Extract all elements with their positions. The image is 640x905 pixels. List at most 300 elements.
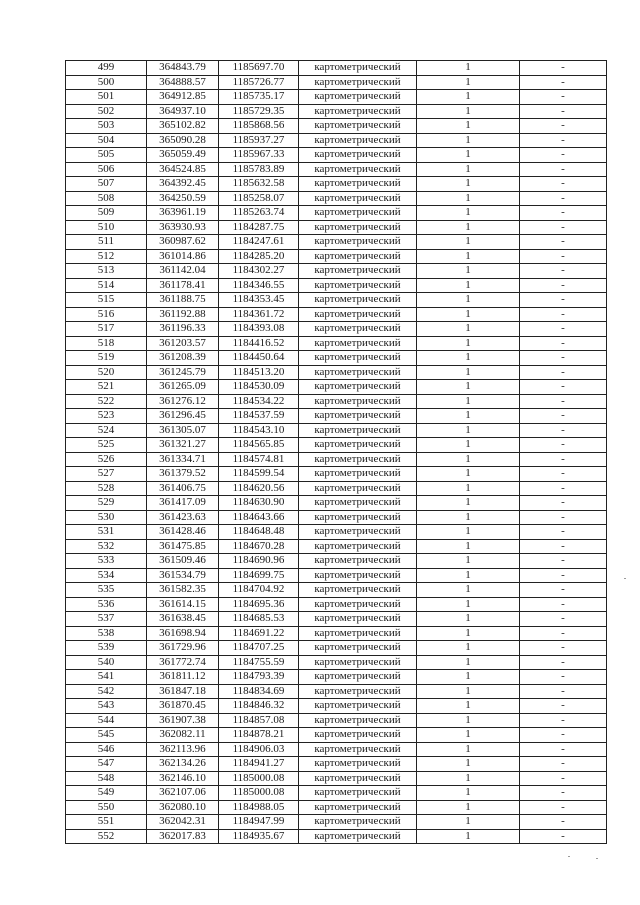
- accuracy-cell: 1: [417, 554, 520, 569]
- x-coordinate-cell: 361192.88: [147, 307, 219, 322]
- accuracy-cell: 1: [417, 351, 520, 366]
- note-cell: -: [520, 249, 607, 264]
- note-cell: -: [520, 119, 607, 134]
- method-cell: картометрический: [299, 742, 417, 757]
- table-row: [66, 568, 607, 583]
- note-cell: -: [520, 452, 607, 467]
- x-coordinate-cell: 361428.46: [147, 525, 219, 540]
- table-row: [66, 90, 607, 105]
- point-number-cell: 526: [66, 452, 147, 467]
- accuracy-cell: 1: [417, 133, 520, 148]
- point-number-cell: 530: [66, 510, 147, 525]
- accuracy-cell: 1: [417, 467, 520, 482]
- x-coordinate-cell: 361334.71: [147, 452, 219, 467]
- table-row: [66, 742, 607, 757]
- note-cell: -: [520, 61, 607, 76]
- method-cell: картометрический: [299, 162, 417, 177]
- note-cell: -: [520, 380, 607, 395]
- point-number-cell: 538: [66, 626, 147, 641]
- accuracy-cell: 1: [417, 409, 520, 424]
- table-row: [66, 423, 607, 438]
- y-coordinate-cell: 1184707.25: [219, 641, 299, 656]
- note-cell: -: [520, 481, 607, 496]
- accuracy-cell: 1: [417, 496, 520, 511]
- accuracy-cell: 1: [417, 380, 520, 395]
- point-number-cell: 527: [66, 467, 147, 482]
- accuracy-cell: 1: [417, 786, 520, 801]
- coordinates-table-body: [66, 61, 607, 844]
- x-coordinate-cell: 361245.79: [147, 365, 219, 380]
- y-coordinate-cell: 1184393.08: [219, 322, 299, 337]
- y-coordinate-cell: 1184691.22: [219, 626, 299, 641]
- y-coordinate-cell: 1184537.59: [219, 409, 299, 424]
- y-coordinate-cell: 1184361.72: [219, 307, 299, 322]
- note-cell: -: [520, 467, 607, 482]
- accuracy-cell: 1: [417, 61, 520, 76]
- point-number-cell: 518: [66, 336, 147, 351]
- x-coordinate-cell: 362134.26: [147, 757, 219, 772]
- y-coordinate-cell: 1185697.70: [219, 61, 299, 76]
- y-coordinate-cell: 1184648.48: [219, 525, 299, 540]
- accuracy-cell: 1: [417, 713, 520, 728]
- accuracy-cell: 1: [417, 626, 520, 641]
- accuracy-cell: 1: [417, 829, 520, 844]
- note-cell: -: [520, 742, 607, 757]
- x-coordinate-cell: 361614.15: [147, 597, 219, 612]
- point-number-cell: 517: [66, 322, 147, 337]
- point-number-cell: 514: [66, 278, 147, 293]
- method-cell: картометрический: [299, 336, 417, 351]
- accuracy-cell: 1: [417, 322, 520, 337]
- x-coordinate-cell: 362082.11: [147, 728, 219, 743]
- point-number-cell: 537: [66, 612, 147, 627]
- y-coordinate-cell: 1184346.55: [219, 278, 299, 293]
- point-number-cell: 552: [66, 829, 147, 844]
- x-coordinate-cell: 361208.39: [147, 351, 219, 366]
- x-coordinate-cell: 361534.79: [147, 568, 219, 583]
- method-cell: картометрический: [299, 800, 417, 815]
- point-number-cell: 501: [66, 90, 147, 105]
- x-coordinate-cell: 361276.12: [147, 394, 219, 409]
- method-cell: картометрический: [299, 554, 417, 569]
- note-cell: -: [520, 351, 607, 366]
- point-number-cell: 506: [66, 162, 147, 177]
- accuracy-cell: 1: [417, 568, 520, 583]
- accuracy-cell: 1: [417, 307, 520, 322]
- x-coordinate-cell: 364937.10: [147, 104, 219, 119]
- y-coordinate-cell: 1185263.74: [219, 206, 299, 221]
- y-coordinate-cell: 1184565.85: [219, 438, 299, 453]
- method-cell: картометрический: [299, 249, 417, 264]
- accuracy-cell: 1: [417, 757, 520, 772]
- note-cell: -: [520, 409, 607, 424]
- method-cell: картометрический: [299, 307, 417, 322]
- point-number-cell: 515: [66, 293, 147, 308]
- accuracy-cell: 1: [417, 800, 520, 815]
- y-coordinate-cell: 1184534.22: [219, 394, 299, 409]
- x-coordinate-cell: 361196.33: [147, 322, 219, 337]
- x-coordinate-cell: 361142.04: [147, 264, 219, 279]
- note-cell: -: [520, 800, 607, 815]
- table-row: [66, 322, 607, 337]
- table-row: [66, 713, 607, 728]
- accuracy-cell: 1: [417, 75, 520, 90]
- x-coordinate-cell: 364888.57: [147, 75, 219, 90]
- y-coordinate-cell: 1184846.32: [219, 699, 299, 714]
- accuracy-cell: 1: [417, 612, 520, 627]
- y-coordinate-cell: 1185258.07: [219, 191, 299, 206]
- note-cell: -: [520, 293, 607, 308]
- accuracy-cell: 1: [417, 206, 520, 221]
- accuracy-cell: 1: [417, 336, 520, 351]
- point-number-cell: 508: [66, 191, 147, 206]
- method-cell: картометрический: [299, 641, 417, 656]
- accuracy-cell: 1: [417, 742, 520, 757]
- y-coordinate-cell: 1185000.08: [219, 786, 299, 801]
- table-row: [66, 278, 607, 293]
- point-number-cell: 544: [66, 713, 147, 728]
- table-row: [66, 336, 607, 351]
- table-row: [66, 670, 607, 685]
- note-cell: -: [520, 394, 607, 409]
- y-coordinate-cell: 1184620.56: [219, 481, 299, 496]
- point-number-cell: 505: [66, 148, 147, 163]
- point-number-cell: 520: [66, 365, 147, 380]
- table-row: [66, 104, 607, 119]
- x-coordinate-cell: 362146.10: [147, 771, 219, 786]
- x-coordinate-cell: 361406.75: [147, 481, 219, 496]
- point-number-cell: 502: [66, 104, 147, 119]
- x-coordinate-cell: 361379.52: [147, 467, 219, 482]
- table-row: [66, 438, 607, 453]
- method-cell: картометрический: [299, 684, 417, 699]
- table-row: [66, 829, 607, 844]
- y-coordinate-cell: 1184247.61: [219, 235, 299, 250]
- x-coordinate-cell: 362107.06: [147, 786, 219, 801]
- table-row: [66, 264, 607, 279]
- x-coordinate-cell: 361321.27: [147, 438, 219, 453]
- x-coordinate-cell: 362042.31: [147, 815, 219, 830]
- note-cell: -: [520, 177, 607, 192]
- x-coordinate-cell: 361582.35: [147, 583, 219, 598]
- x-coordinate-cell: 364392.45: [147, 177, 219, 192]
- point-number-cell: 546: [66, 742, 147, 757]
- accuracy-cell: 1: [417, 249, 520, 264]
- coordinates-table: [65, 60, 607, 844]
- accuracy-cell: 1: [417, 684, 520, 699]
- note-cell: -: [520, 815, 607, 830]
- point-number-cell: 523: [66, 409, 147, 424]
- note-cell: -: [520, 597, 607, 612]
- table-row: [66, 365, 607, 380]
- y-coordinate-cell: 1184834.69: [219, 684, 299, 699]
- accuracy-cell: 1: [417, 655, 520, 670]
- table-row: [66, 249, 607, 264]
- method-cell: картометрический: [299, 104, 417, 119]
- x-coordinate-cell: 364843.79: [147, 61, 219, 76]
- point-number-cell: 543: [66, 699, 147, 714]
- table-row: [66, 293, 607, 308]
- point-number-cell: 532: [66, 539, 147, 554]
- point-number-cell: 510: [66, 220, 147, 235]
- point-number-cell: 529: [66, 496, 147, 511]
- point-number-cell: 519: [66, 351, 147, 366]
- table-row: [66, 148, 607, 163]
- point-number-cell: 507: [66, 177, 147, 192]
- point-number-cell: 522: [66, 394, 147, 409]
- method-cell: картометрический: [299, 568, 417, 583]
- method-cell: картометрический: [299, 452, 417, 467]
- table-row: [66, 539, 607, 554]
- y-coordinate-cell: 1184935.67: [219, 829, 299, 844]
- note-cell: -: [520, 728, 607, 743]
- note-cell: -: [520, 699, 607, 714]
- scan-speck: [568, 856, 570, 857]
- x-coordinate-cell: 364250.59: [147, 191, 219, 206]
- method-cell: картометрический: [299, 206, 417, 221]
- table-row: [66, 394, 607, 409]
- accuracy-cell: 1: [417, 191, 520, 206]
- method-cell: картометрический: [299, 177, 417, 192]
- table-row: [66, 554, 607, 569]
- x-coordinate-cell: 365059.49: [147, 148, 219, 163]
- point-number-cell: 531: [66, 525, 147, 540]
- accuracy-cell: 1: [417, 365, 520, 380]
- table-row: [66, 641, 607, 656]
- table-row: [66, 307, 607, 322]
- table-row: [66, 815, 607, 830]
- point-number-cell: 547: [66, 757, 147, 772]
- accuracy-cell: 1: [417, 728, 520, 743]
- x-coordinate-cell: 361811.12: [147, 670, 219, 685]
- method-cell: картометрический: [299, 626, 417, 641]
- table-row: [66, 162, 607, 177]
- note-cell: -: [520, 626, 607, 641]
- method-cell: картометрический: [299, 583, 417, 598]
- y-coordinate-cell: 1184285.20: [219, 249, 299, 264]
- table-row: [66, 191, 607, 206]
- point-number-cell: 509: [66, 206, 147, 221]
- point-number-cell: 542: [66, 684, 147, 699]
- note-cell: -: [520, 786, 607, 801]
- y-coordinate-cell: 1184699.75: [219, 568, 299, 583]
- method-cell: картометрический: [299, 438, 417, 453]
- y-coordinate-cell: 1185632.58: [219, 177, 299, 192]
- method-cell: картометрический: [299, 728, 417, 743]
- point-number-cell: 500: [66, 75, 147, 90]
- table-row: [66, 800, 607, 815]
- point-number-cell: 540: [66, 655, 147, 670]
- y-coordinate-cell: 1184988.05: [219, 800, 299, 815]
- x-coordinate-cell: 361188.75: [147, 293, 219, 308]
- point-number-cell: 516: [66, 307, 147, 322]
- note-cell: -: [520, 148, 607, 163]
- y-coordinate-cell: 1185726.77: [219, 75, 299, 90]
- y-coordinate-cell: 1184755.59: [219, 655, 299, 670]
- point-number-cell: 549: [66, 786, 147, 801]
- x-coordinate-cell: 361475.85: [147, 539, 219, 554]
- y-coordinate-cell: 1184704.92: [219, 583, 299, 598]
- accuracy-cell: 1: [417, 235, 520, 250]
- y-coordinate-cell: 1184690.96: [219, 554, 299, 569]
- y-coordinate-cell: 1184543.10: [219, 423, 299, 438]
- note-cell: -: [520, 713, 607, 728]
- accuracy-cell: 1: [417, 90, 520, 105]
- accuracy-cell: 1: [417, 771, 520, 786]
- accuracy-cell: 1: [417, 394, 520, 409]
- table-row: [66, 351, 607, 366]
- table-row: [66, 380, 607, 395]
- accuracy-cell: 1: [417, 177, 520, 192]
- note-cell: -: [520, 206, 607, 221]
- note-cell: -: [520, 829, 607, 844]
- scan-speck: [596, 858, 598, 859]
- y-coordinate-cell: 1184302.27: [219, 264, 299, 279]
- point-number-cell: 504: [66, 133, 147, 148]
- accuracy-cell: 1: [417, 119, 520, 134]
- method-cell: картометрический: [299, 191, 417, 206]
- table-row: [66, 177, 607, 192]
- x-coordinate-cell: 361423.63: [147, 510, 219, 525]
- x-coordinate-cell: 360987.62: [147, 235, 219, 250]
- note-cell: -: [520, 220, 607, 235]
- table-row: [66, 235, 607, 250]
- accuracy-cell: 1: [417, 583, 520, 598]
- table-row: [66, 583, 607, 598]
- table-row: [66, 220, 607, 235]
- note-cell: -: [520, 278, 607, 293]
- method-cell: картометрический: [299, 380, 417, 395]
- table-row: [66, 699, 607, 714]
- note-cell: -: [520, 264, 607, 279]
- note-cell: -: [520, 612, 607, 627]
- y-coordinate-cell: 1184599.54: [219, 467, 299, 482]
- method-cell: картометрический: [299, 148, 417, 163]
- y-coordinate-cell: 1184287.75: [219, 220, 299, 235]
- note-cell: -: [520, 104, 607, 119]
- point-number-cell: 545: [66, 728, 147, 743]
- note-cell: -: [520, 539, 607, 554]
- accuracy-cell: 1: [417, 452, 520, 467]
- accuracy-cell: 1: [417, 597, 520, 612]
- note-cell: -: [520, 75, 607, 90]
- note-cell: -: [520, 191, 607, 206]
- point-number-cell: 525: [66, 438, 147, 453]
- x-coordinate-cell: 362113.96: [147, 742, 219, 757]
- x-coordinate-cell: 362080.10: [147, 800, 219, 815]
- method-cell: картометрический: [299, 293, 417, 308]
- y-coordinate-cell: 1184941.27: [219, 757, 299, 772]
- note-cell: -: [520, 235, 607, 250]
- method-cell: картометрический: [299, 351, 417, 366]
- note-cell: -: [520, 336, 607, 351]
- y-coordinate-cell: 1185000.08: [219, 771, 299, 786]
- y-coordinate-cell: 1185783.89: [219, 162, 299, 177]
- table-row: [66, 510, 607, 525]
- method-cell: картометрический: [299, 220, 417, 235]
- point-number-cell: 541: [66, 670, 147, 685]
- accuracy-cell: 1: [417, 815, 520, 830]
- x-coordinate-cell: 361417.09: [147, 496, 219, 511]
- table-row: [66, 119, 607, 134]
- table-row: [66, 467, 607, 482]
- method-cell: картометрический: [299, 670, 417, 685]
- table-row: [66, 612, 607, 627]
- note-cell: -: [520, 162, 607, 177]
- method-cell: картометрический: [299, 612, 417, 627]
- table-row: [66, 597, 607, 612]
- note-cell: -: [520, 568, 607, 583]
- method-cell: картометрический: [299, 510, 417, 525]
- x-coordinate-cell: 365102.82: [147, 119, 219, 134]
- x-coordinate-cell: 363961.19: [147, 206, 219, 221]
- accuracy-cell: 1: [417, 525, 520, 540]
- table-row: [66, 409, 607, 424]
- method-cell: картометрический: [299, 699, 417, 714]
- y-coordinate-cell: 1184695.36: [219, 597, 299, 612]
- point-number-cell: 550: [66, 800, 147, 815]
- point-number-cell: 503: [66, 119, 147, 134]
- method-cell: картометрический: [299, 713, 417, 728]
- x-coordinate-cell: 361014.86: [147, 249, 219, 264]
- method-cell: картометрический: [299, 655, 417, 670]
- x-coordinate-cell: 361296.45: [147, 409, 219, 424]
- note-cell: -: [520, 510, 607, 525]
- x-coordinate-cell: 361178.41: [147, 278, 219, 293]
- method-cell: картометрический: [299, 119, 417, 134]
- table-row: [66, 786, 607, 801]
- method-cell: картометрический: [299, 815, 417, 830]
- note-cell: -: [520, 554, 607, 569]
- note-cell: -: [520, 438, 607, 453]
- note-cell: -: [520, 525, 607, 540]
- method-cell: картометрический: [299, 597, 417, 612]
- table-row: [66, 655, 607, 670]
- table-row: [66, 481, 607, 496]
- note-cell: -: [520, 583, 607, 598]
- accuracy-cell: 1: [417, 481, 520, 496]
- x-coordinate-cell: 365090.28: [147, 133, 219, 148]
- y-coordinate-cell: 1185729.35: [219, 104, 299, 119]
- y-coordinate-cell: 1184450.64: [219, 351, 299, 366]
- accuracy-cell: 1: [417, 220, 520, 235]
- method-cell: картометрический: [299, 322, 417, 337]
- note-cell: -: [520, 307, 607, 322]
- y-coordinate-cell: 1184416.52: [219, 336, 299, 351]
- x-coordinate-cell: 361772.74: [147, 655, 219, 670]
- method-cell: картометрический: [299, 423, 417, 438]
- table-row: [66, 61, 607, 76]
- point-number-cell: 548: [66, 771, 147, 786]
- accuracy-cell: 1: [417, 438, 520, 453]
- method-cell: картометрический: [299, 133, 417, 148]
- y-coordinate-cell: 1185937.27: [219, 133, 299, 148]
- x-coordinate-cell: 361847.18: [147, 684, 219, 699]
- x-coordinate-cell: 362017.83: [147, 829, 219, 844]
- table-row: [66, 496, 607, 511]
- point-number-cell: 499: [66, 61, 147, 76]
- point-number-cell: 528: [66, 481, 147, 496]
- y-coordinate-cell: 1184670.28: [219, 539, 299, 554]
- x-coordinate-cell: 364524.85: [147, 162, 219, 177]
- method-cell: картометрический: [299, 496, 417, 511]
- note-cell: -: [520, 90, 607, 105]
- y-coordinate-cell: 1184630.90: [219, 496, 299, 511]
- table-row: [66, 757, 607, 772]
- note-cell: -: [520, 757, 607, 772]
- accuracy-cell: 1: [417, 264, 520, 279]
- scan-speck: [624, 578, 626, 579]
